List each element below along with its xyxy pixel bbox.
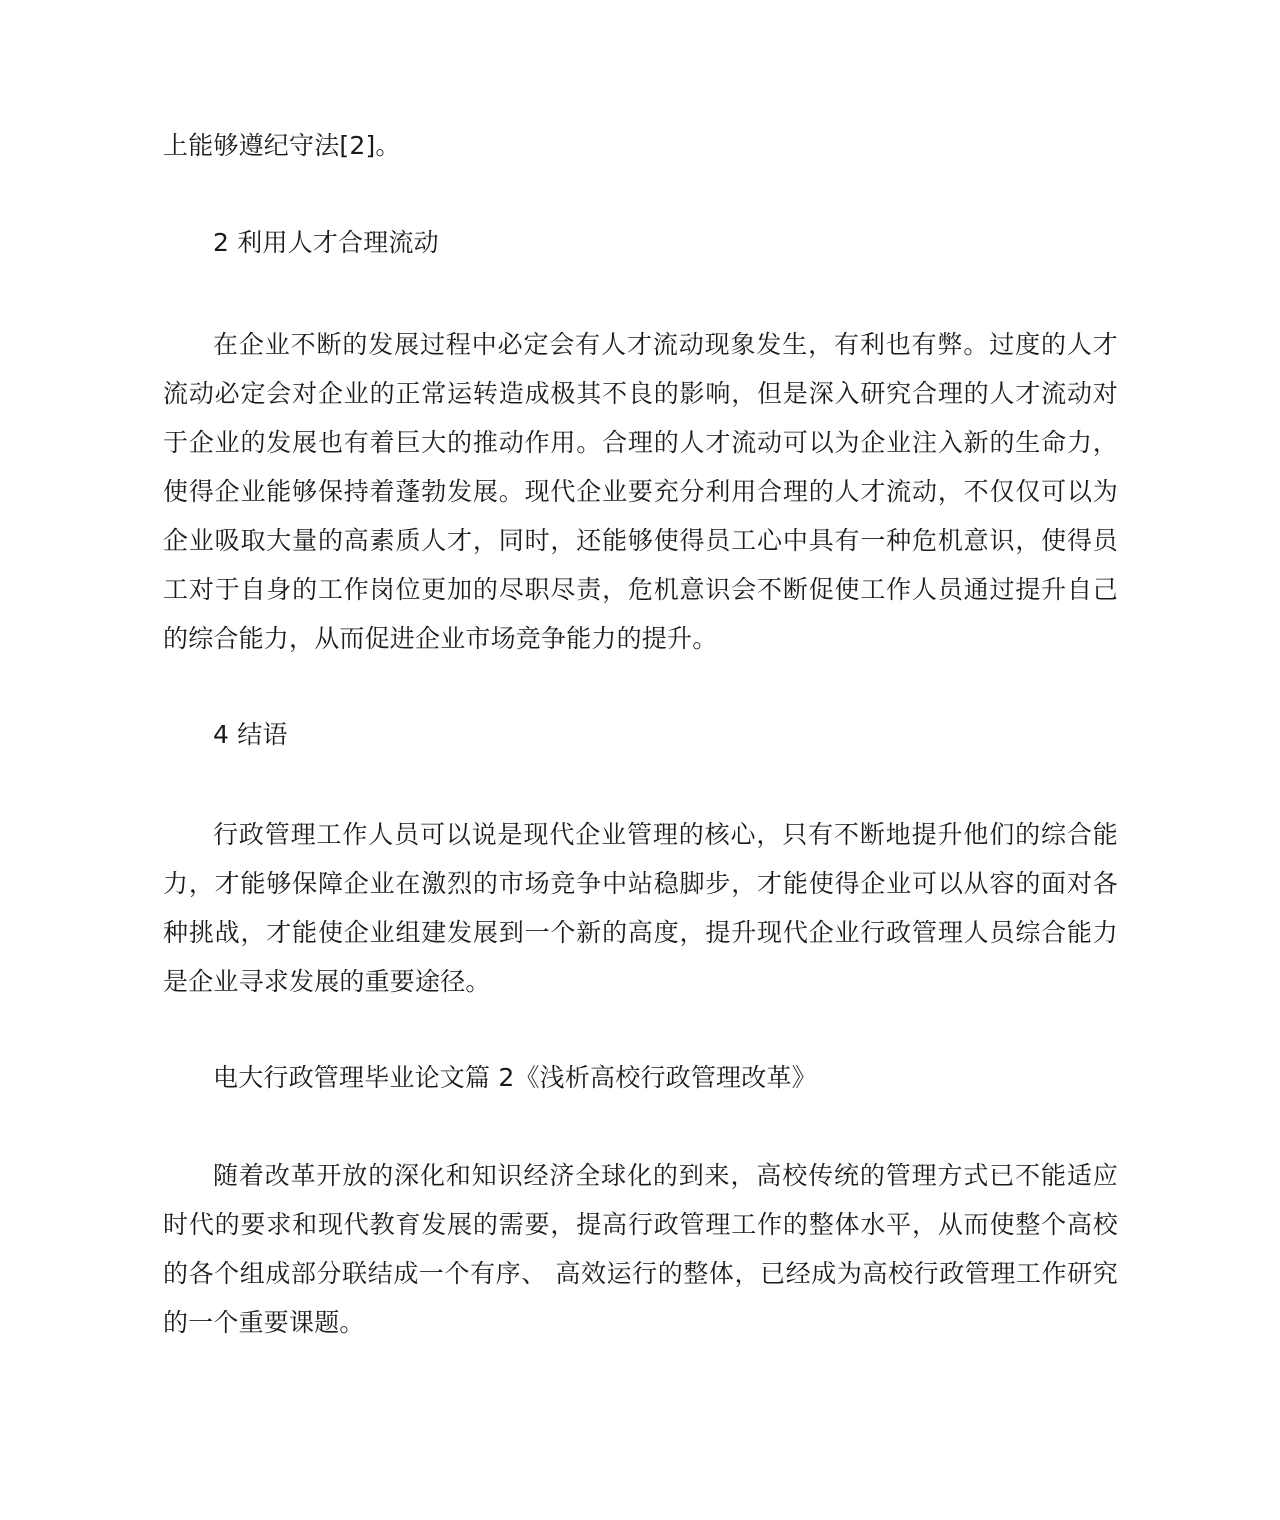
paragraph-university-reform-intro: 随着改革开放的深化和知识经济全球化的到来，高校传统的管理方式已不能适应时代的要求和现代教育发展的需要，提高行政管理工作的整体水平，从而使整个高校的各个组成部分联结成一个有序、 高效运行的整体，已经成为高校行政管理工作研究的一个重要课题。 [163, 1161, 1118, 1337]
paragraph-conclusion: 行政管理工作人员可以说是现代企业管理的核心，只有不断地提升他们的综合能力，才能够保障企业在激烈的市场竞争中站稳脚步，才能使得企业可以从容的面对各种挑战，才能使企业组建发展到一个新的高度，提升现代企业行政管理人员综合能力是企业寻求发展的重要途径。 [163, 820, 1118, 996]
section-heading-conclusion: 4 结语 [213, 720, 288, 749]
paragraph-talent-flow: 在企业不断的发展过程中必定会有人才流动现象发生，有利也有弊。过度的人才流动必定会对企业的正常运转造成极其不良的影响，但是深入研究合理的人才流动对于企业的发展也有着巨大的推动作用。合理的人才流动可以为企业注入新的生命力，使得企业能够保持着蓬勃发展。现代企业要充分利用合理的人才流动，不仅仅可以为企业吸取大量的高素质人才，同时，还能够使得员工心中具有一种危机意识，使得员工对于自身的工作岗位更加的尽职尽责，危机意识会不断促使工作人员通过提升自己的综合能力，从而促进企业市场竞争能力的提升。 [163, 330, 1118, 653]
section-heading-talent-flow: 2 利用人才合理流动 [213, 228, 439, 257]
article-title-part-2: 电大行政管理毕业论文篇 2《浅析高校行政管理改革》 [213, 1063, 817, 1092]
paragraph-continuation: 上能够遵纪守法[2]。 [163, 131, 401, 160]
